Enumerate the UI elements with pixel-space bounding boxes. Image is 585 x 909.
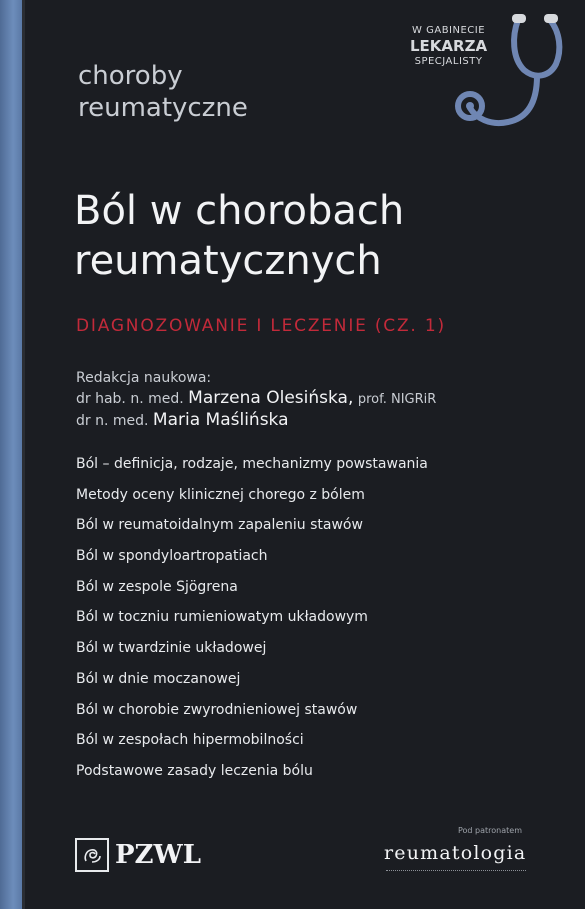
series-badge xyxy=(400,6,575,138)
editor-1-suffix: prof. NIGRiR xyxy=(357,392,437,407)
book-subtitle: DIAGNOZOWANIE I LECZENIE (CZ. 1) xyxy=(76,316,446,336)
journal-logo: reumatologia xyxy=(384,842,527,864)
editor-2-name: Maria Maślińska xyxy=(152,410,289,430)
toc-item: Metody oceny klinicznej chorego z bólem xyxy=(76,486,365,503)
editor-1-name: Marzena Olesińska, xyxy=(188,388,354,408)
title-line-2: reumatycznych xyxy=(74,238,382,284)
table-of-contents xyxy=(76,452,428,790)
journal-logo-underline xyxy=(386,870,526,874)
editor-1 xyxy=(76,388,436,410)
toc-item: Ból w toczniu rumieniowatym układowym xyxy=(76,609,368,626)
title-line-1: Ból w chorobach xyxy=(74,188,405,234)
editor-1-prefix: dr hab. n. med. xyxy=(76,391,184,407)
toc-item: Ból w reumatoidalnym zapaleniu stawów xyxy=(76,517,363,534)
toc-item: Ból w twardzinie układowej xyxy=(76,640,267,657)
publisher-logo xyxy=(75,838,201,872)
publisher-emblem-icon xyxy=(75,838,109,872)
toc-item: Ból w spondyloartropatiach xyxy=(76,548,268,565)
cover-spine-stripe xyxy=(0,0,22,909)
editor-2-prefix: dr n. med. xyxy=(76,413,149,429)
series-line-1: choroby xyxy=(78,61,183,91)
publisher-name: PZWL xyxy=(115,840,202,870)
editors-block xyxy=(76,368,436,431)
toc-item: Ból – definicja, rodzaje, mechanizmy powstawania xyxy=(76,456,428,472)
badge-line-1: W GABINECIE xyxy=(412,25,486,36)
badge-line-3: SPECJALISTY xyxy=(414,56,483,67)
editor-2 xyxy=(76,410,436,431)
editors-heading: Redakcja naukowa: xyxy=(76,370,212,386)
series-name xyxy=(78,60,248,124)
badge-text xyxy=(410,24,487,69)
series-line-2: reumatyczne xyxy=(78,93,248,123)
book-title xyxy=(74,186,404,286)
toc-item: Ból w zespole Sjögrena xyxy=(76,578,238,595)
toc-item: Podstawowe zasady leczenia bólu xyxy=(76,762,313,779)
toc-item: Ból w dnie moczanowej xyxy=(76,670,241,687)
toc-item: Ból w zespołach hipermobilności xyxy=(76,732,304,749)
toc-item: Ból w chorobie zwyrodnieniowej stawów xyxy=(76,701,358,718)
patronage-label: Pod patronatem xyxy=(458,826,523,835)
badge-line-2: LEKARZA xyxy=(410,37,488,55)
spine-edge xyxy=(22,0,25,909)
